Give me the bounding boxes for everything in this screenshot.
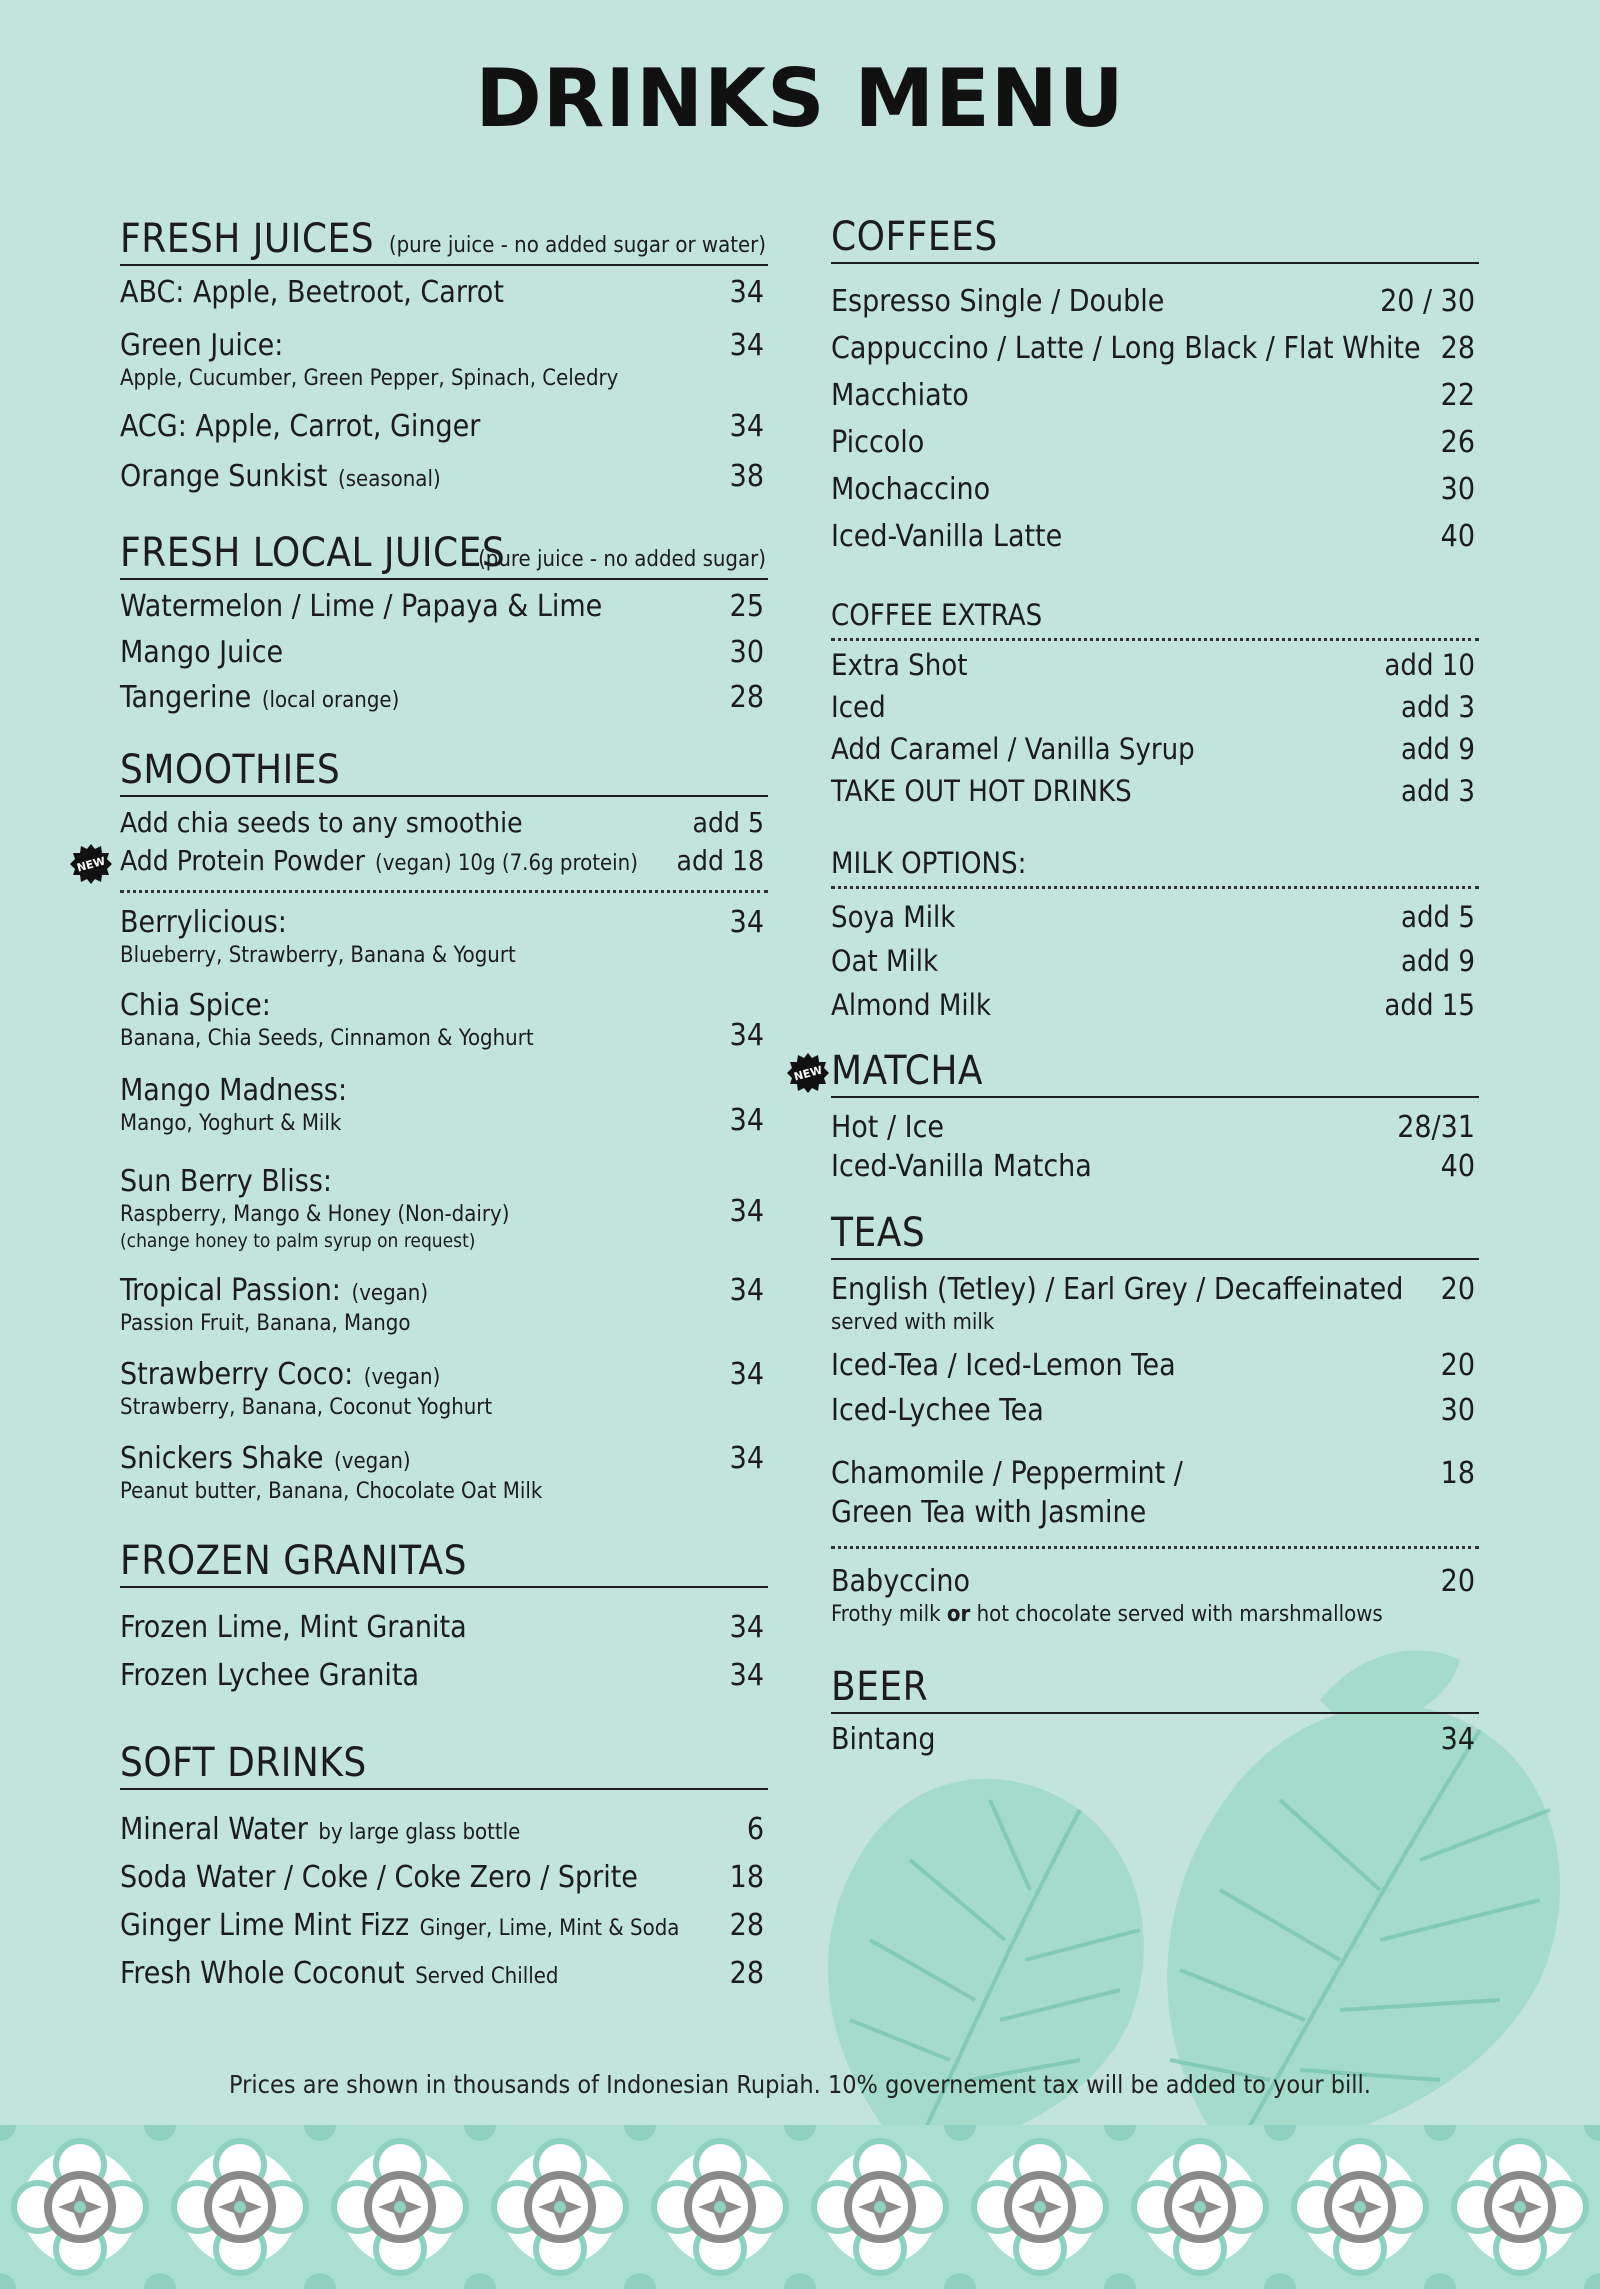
item-name: Oat Milk [831,944,939,978]
dotted-divider [831,1546,1479,1549]
item-name: Add chia seeds to any smoothie [120,806,523,839]
item-price: add 9 [1400,732,1475,766]
item-note: (vegan) 10g (7.6g protein) [374,851,638,876]
item-price: 28 [729,680,764,715]
item-description-rest: hot chocolate served with marshmallows [976,1602,1383,1627]
new-badge-icon [70,843,112,885]
item-price: add 3 [1400,690,1475,724]
item-price: 28 [729,1956,764,1991]
item-name: Chia Spice: [120,988,271,1023]
item-name: Macchiato [831,378,969,413]
item-name-line2: Green Tea with Jasmine [831,1495,1147,1530]
item-name: Chamomile / Peppermint / [831,1456,1183,1491]
item-name: Strawberry Coco: [120,1357,354,1392]
item-note: (vegan) [363,1365,441,1390]
item-price: 34 [1440,1722,1475,1757]
section-coffee-extras [831,598,1479,641]
item-description: Raspberry, Mango & Honey (Non-dairy) [120,1202,510,1227]
item-name: Hot / Ice [831,1110,945,1145]
item-name: Mochaccino [831,472,991,507]
item-price: add 5 [1400,900,1475,934]
section-title: MATCHA [831,1048,984,1094]
section-soft-drinks [120,1736,768,1790]
item-price: 28 [729,1908,764,1943]
item-note: (vegan) [351,1281,429,1306]
item-price: 34 [729,1441,764,1476]
item-price: 40 [1440,1149,1475,1184]
section-note: (pure juice - no added sugar or water) [388,233,766,258]
item-price: 25 [729,589,764,624]
new-badge-label: NEW [792,1063,824,1084]
section-frozen-granitas [120,1534,768,1588]
section-title: MILK OPTIONS: [831,846,1027,880]
item-name: Iced-Vanilla Latte [831,519,1063,554]
item-price: 20 [1440,1348,1475,1383]
item-price: 20 [1440,1564,1475,1599]
item-name: English (Tetley) / Earl Grey / Decaffeinated [831,1272,1404,1307]
item-name: ABC: Apple, Beetroot, Carrot [120,275,504,310]
item-name: Mango Juice [120,635,284,670]
item-name: Fresh Whole Coconut [120,1956,405,1991]
section-coffees [831,210,1479,264]
item-price: 34 [729,905,764,940]
item-price: 34 [729,1273,764,1308]
item-name: Snickers Shake [120,1441,324,1476]
section-title: COFFEES [831,214,998,260]
section-title: FROZEN GRANITAS [120,1538,467,1584]
item-name: Soda Water / Coke / Coke Zero / Sprite [120,1860,638,1895]
section-title: FRESH JUICES [120,216,375,262]
item-name: TAKE OUT HOT DRINKS [831,774,1132,808]
item-note: (seasonal) [338,467,441,492]
item-name: Espresso Single / Double [831,284,1165,319]
section-smoothies [120,743,768,797]
item-description: served with milk [831,1310,995,1335]
item-name: Iced-Vanilla Matcha [831,1149,1092,1184]
dotted-divider [120,890,768,893]
item-price: add 5 [692,806,764,839]
section-matcha [831,1044,1479,1098]
item-price: 30 [1440,472,1475,507]
new-badge-icon [787,1052,829,1094]
section-milk-options [831,846,1479,889]
item-name: Iced-Tea / Iced-Lemon Tea [831,1348,1176,1383]
section-beer [831,1660,1479,1714]
item-price: 18 [1440,1456,1475,1491]
item-name: Extra Shot [831,648,968,682]
item-note: Ginger, Lime, Mint & Soda [419,1916,680,1941]
item-name: Iced [831,690,886,724]
item-name: Frozen Lychee Granita [120,1658,419,1693]
new-badge-label: NEW [75,854,107,875]
item-price: 34 [729,275,764,310]
item-price: 34 [729,1018,764,1053]
item-price: 20 [1440,1272,1475,1307]
item-name: Sun Berry Bliss: [120,1164,332,1199]
item-name: Mineral Water [120,1812,308,1847]
item-name: Soya Milk [831,900,956,934]
item-description: Mango, Yoghurt & Milk [120,1111,342,1136]
item-name: Mango Madness: [120,1073,348,1108]
item-name: Watermelon / Lime / Papaya & Lime [120,589,603,624]
item-price: add 10 [1384,648,1475,682]
item-price: add 9 [1400,944,1475,978]
item-note: by large glass bottle [318,1820,521,1845]
section-fresh-local-juices [120,526,768,580]
item-name: Add Protein Powder [120,844,365,877]
item-description: Apple, Cucumber, Green Pepper, Spinach, Celedry [120,366,619,391]
item-description-note: (change honey to palm syrup on request) [120,1230,476,1252]
item-price: 30 [1440,1393,1475,1428]
price-footnote: Prices are shown in thousands of Indonesian Rupiah. 10% governement tax will be added to your bill. [229,2070,1371,2099]
item-name: Iced-Lychee Tea [831,1393,1044,1428]
item-price: add 18 [676,844,764,877]
item-description: Passion Fruit, Banana, Mango [120,1311,411,1336]
item-price: 38 [729,459,764,494]
tile-pattern-border [0,2125,1600,2289]
item-price: 34 [729,1610,764,1645]
item-name: Tropical Passion: [120,1273,341,1308]
section-title: TEAS [831,1210,926,1256]
section-title: BEER [831,1664,929,1710]
item-price: 34 [729,1357,764,1392]
item-price: add 15 [1384,988,1475,1022]
item-price: 26 [1440,425,1475,460]
item-name: Berrylicious: [120,905,287,940]
item-name: Ginger Lime Mint Fizz [120,1908,410,1943]
item-price: 28/31 [1397,1110,1475,1145]
section-note: (pure juice - no added sugar) [478,547,766,572]
item-name: Tangerine [120,680,252,715]
item-description: Banana, Chia Seeds, Cinnamon & Yoghurt [120,1026,534,1051]
item-description-or: or [946,1602,971,1627]
item-name: Green Juice: [120,328,284,363]
item-price: 34 [729,1194,764,1229]
item-price: 40 [1440,519,1475,554]
item-note: (local orange) [261,688,400,713]
item-price: 34 [729,328,764,363]
item-name: Almond Milk [831,988,991,1022]
section-teas [831,1206,1479,1260]
item-note: (vegan) [334,1449,411,1474]
item-description: Peanut butter, Banana, Chocolate Oat Milk [120,1479,543,1504]
item-price: 34 [729,409,764,444]
item-price: 22 [1440,378,1475,413]
menu-title: DRINKS MENU [475,52,1125,145]
item-name: Piccolo [831,425,925,460]
item-name: Add Caramel / Vanilla Syrup [831,732,1195,766]
item-description: Strawberry, Banana, Coconut Yoghurt [120,1395,493,1420]
item-name: Cappuccino / Latte / Long Black / Flat White [831,331,1421,366]
item-price: 20 / 30 [1380,284,1475,319]
item-name: Orange Sunkist [120,459,328,494]
item-note: Served Chilled [415,1964,559,1989]
item-price: 34 [729,1103,764,1138]
section-fresh-juices [120,212,768,266]
item-price: 6 [746,1812,764,1847]
item-description: Frothy milk [831,1602,941,1627]
item-name: Frozen Lime, Mint Granita [120,1610,467,1645]
section-title: FRESH LOCAL JUICES [120,530,506,576]
item-price: 18 [729,1860,764,1895]
item-description: Blueberry, Strawberry, Banana & Yogurt [120,943,516,968]
item-name: Babyccino [831,1564,970,1599]
item-price: add 3 [1400,774,1475,808]
item-price: 28 [1440,331,1475,366]
item-price: 34 [729,1658,764,1693]
section-title: SOFT DRINKS [120,1740,367,1786]
item-name: ACG: Apple, Carrot, Ginger [120,409,481,444]
section-title: COFFEE EXTRAS [831,598,1043,632]
item-price: 30 [729,635,764,670]
item-name: Bintang [831,1722,936,1757]
section-title: SMOOTHIES [120,747,341,793]
